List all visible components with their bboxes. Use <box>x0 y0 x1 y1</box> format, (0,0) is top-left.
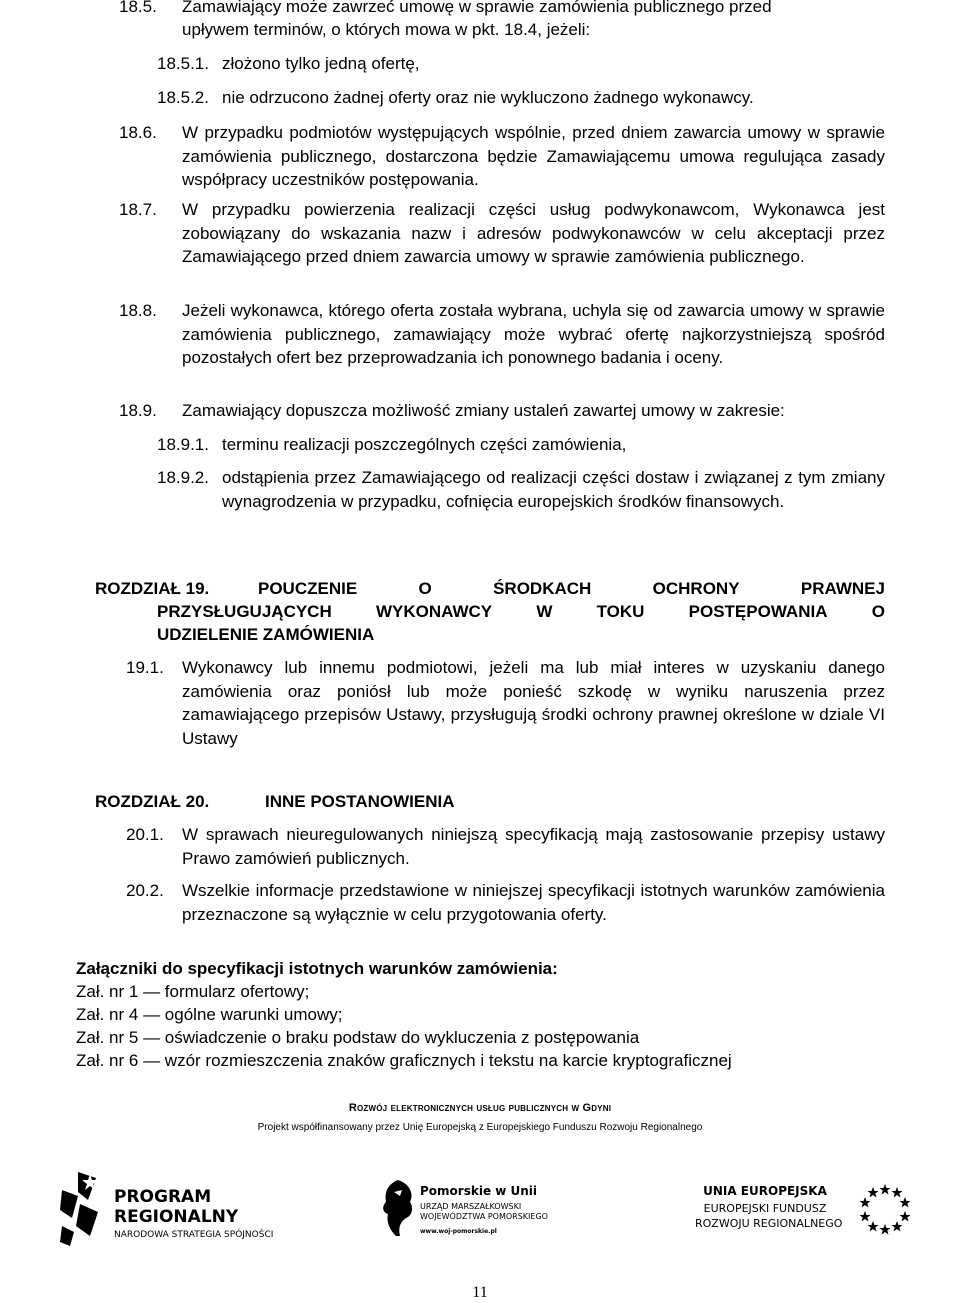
attachment-item: Zał. nr 6 — wzór rozmieszczenia znaków graficznych i tekstu na karcie kryptograficznej <box>76 1051 732 1070</box>
section-number-18-9-2: 18.9.2. <box>157 468 209 487</box>
program-logo-line-3: NARODOWA STRATEGIA SPÓJNOŚCI <box>114 1230 274 1240</box>
chapter-19-word: OCHRONY <box>652 579 740 598</box>
chapter-19-word: POUCZENIE <box>258 579 358 598</box>
section-20-1-text: W sprawach nieuregulowanych niniejszą specyfikacją mają zastosowanie przepisy ustawy Prawo zamówień publicznych. <box>182 825 885 868</box>
attachment-item: Zał. nr 5 — oświadczenie o braku podstaw do wykluczenia z postępowania <box>76 1028 640 1047</box>
griffin-emblem-icon <box>380 1178 416 1240</box>
pomorskie-logo-line-1: Pomorskie w Unii <box>420 1184 538 1198</box>
section-number-20-2: 20.2. <box>126 881 164 900</box>
section-18-6-text: W przypadku podmiotów występujących wspólnie, przed dniem zawarcia umowy w sprawie zamówienia publicznego, dostarczona będzie Zamawiającemu umowa regulująca zasady współpracy uczestników postępowania. <box>182 123 885 189</box>
chapter-19-word: TOKU <box>596 602 645 621</box>
chapter-19-title-line-2 <box>157 600 885 624</box>
section-18-7-text: W przypadku powierzenia realizacji części usług podwykonawcom, Wykonawca jest zobowiązany do wskazania nazw i adresów podwykonawców w celu akceptacji przez Zamawiającego przed dniem zawarcia umowy w sprawie zamówienia publicznego. <box>182 200 885 266</box>
section-number-18-9-1: 18.9.1. <box>157 435 209 454</box>
section-number-19-1: 19.1. <box>126 658 164 677</box>
section-18-9-text: Zamawiający dopuszcza możliwość zmiany ustaleń zawartej umowy w zakresie: <box>182 401 785 420</box>
chapter-19-word: O <box>871 602 885 621</box>
footer-title: Rozwój elektronicznych usług publicznych w Gdyni <box>348 1102 612 1114</box>
section-number-20-1: 20.1. <box>126 825 164 844</box>
eu-logo <box>695 1176 920 1246</box>
chapter-19-word: WYKONAWCY <box>375 602 493 621</box>
eu-logo-line-2: EUROPEJSKI FUNDUSZ <box>703 1202 827 1215</box>
section-18-5-line-2: upływem terminów, o których mowa w pkt. 18.4, jeżeli: <box>182 20 591 39</box>
section-number-18-9: 18.9. <box>119 401 157 420</box>
section-number-18-8: 18.8. <box>119 301 157 320</box>
section-20-2-text: Wszelkie informacje przedstawione w niniejszej specyfikacji istotnych warunków zamówienia przeznaczone są wyłącznie w celu przygotowania oferty. <box>182 881 885 924</box>
program-logo-line-2: REGIONALNY <box>114 1207 239 1227</box>
chapter-19-word: W <box>536 602 553 621</box>
chapter-19-word: O <box>418 579 432 598</box>
chapter-20-label: ROZDZIAŁ 20. <box>95 792 210 811</box>
chapter-19-word: PRZYSŁUGUJĄCYCH <box>157 602 332 621</box>
program-logo-line-1: PROGRAM <box>114 1187 212 1207</box>
pomorskie-logo-line-3: WOJEWÓDZTWA POMORSKIEGO <box>420 1212 548 1221</box>
page-number: 11 <box>472 1284 488 1301</box>
section-18-8-text: Jeżeli wykonawca, którego oferta została wybrana, uchyla się od zawarcia umowy w sprawie zamówienia publicznego, zamawiający może wybrać ofertę najkorzystniejszą spośród pozostałych ofert bez przeprowadzania ich ponownego badania i oceny. <box>182 301 885 367</box>
section-number-18-6: 18.6. <box>119 123 157 142</box>
pomorskie-logo <box>380 1170 580 1250</box>
program-regionalny-emblem-icon <box>58 1170 100 1246</box>
chapter-19-word: POSTĘPOWANIA <box>688 602 828 621</box>
footer-subtitle: Projekt współfinansowany przez Unię Europejską z Europejskiego Funduszu Rozwoju Regionalnego <box>257 1122 703 1133</box>
attachment-item: Zał. nr 4 — ogólne warunki umowy; <box>76 1005 343 1024</box>
section-18-9-2-text: odstąpienia przez Zamawiającego od realizacji części dostaw i związanej z tym zmiany wynagrodzenia w przypadku, cofnięcia europejskich środków finansowych. <box>222 468 885 511</box>
chapter-19-title-line-3: UDZIELENIE ZAMÓWIENIA <box>157 625 375 644</box>
section-18-5-1-text: złożono tylko jedną ofertę, <box>222 54 420 73</box>
attachments-title: Załączniki do specyfikacji istotnych warunków zamówienia: <box>76 959 558 978</box>
eu-logo-line-3: ROZWOJU REGIONALNEGO <box>695 1217 843 1230</box>
chapter-20-title: INNE POSTANOWIENIA <box>265 792 455 811</box>
program-regionalny-logo <box>58 1170 298 1250</box>
pomorskie-logo-url: www.woj-pomorskie.pl <box>420 1228 497 1235</box>
section-18-5-line-1: Zamawiający może zawrzeć umowę w sprawie zamówienia publicznego przed <box>182 0 772 16</box>
pomorskie-logo-line-2: URZĄD MARSZAŁKOWSKI <box>420 1202 522 1211</box>
chapter-19-word: ŚRODKACH <box>493 579 592 598</box>
chapter-19-label: ROZDZIAŁ 19. <box>95 579 210 598</box>
section-19-1-text: Wykonawcy lub innemu podmiotowi, jeżeli ma lub miał interes w uzyskaniu danego zamówienia oraz poniósł lub może ponieść szkodę w wyniku naruszenia przez zamawiającego przepisów Ustawy, przysługują środki ochrony prawnej określone w dziale VI Ustawy <box>182 658 885 748</box>
eu-stars-flag-icon <box>857 1180 913 1236</box>
section-18-9-1-text: terminu realizacji poszczególnych części zamówienia, <box>222 435 627 454</box>
section-number-18-7: 18.7. <box>119 200 157 219</box>
chapter-19-word: PRAWNEJ <box>800 579 885 598</box>
chapter-19-title-line-1 <box>258 577 885 601</box>
section-number-18-5: 18.5. <box>119 0 157 16</box>
attachment-item: Zał. nr 1 — formularz ofertowy; <box>76 982 310 1001</box>
section-number-18-5-1: 18.5.1. <box>157 54 209 73</box>
section-18-5-2-text: nie odrzucono żadnej oferty oraz nie wykluczono żadnego wykonawcy. <box>222 88 754 107</box>
eu-logo-line-1: UNIA EUROPEJSKA <box>703 1184 827 1198</box>
section-number-18-5-2: 18.5.2. <box>157 88 209 107</box>
